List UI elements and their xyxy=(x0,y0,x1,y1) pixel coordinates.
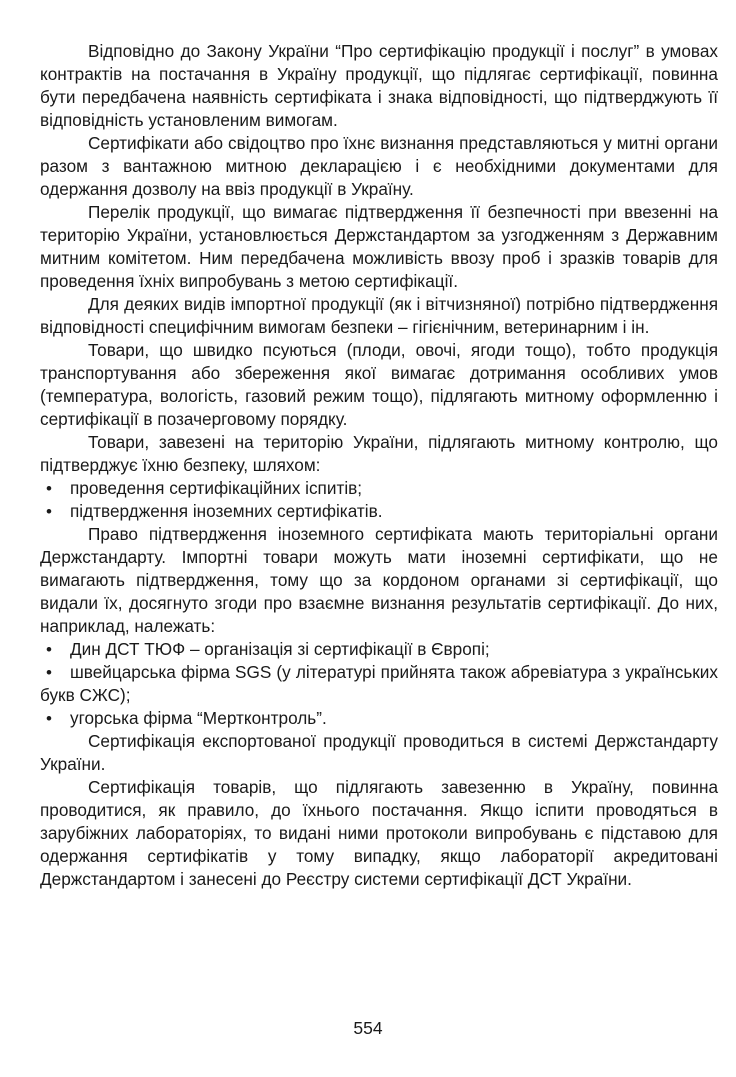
bullet-icon: • xyxy=(46,502,52,521)
list-item-text: підтвердження іноземних сертифікатів. xyxy=(70,501,383,521)
page-body xyxy=(40,40,718,891)
page-number: 554 xyxy=(353,1018,383,1038)
bullet-list xyxy=(40,638,718,730)
bullet-list xyxy=(40,477,718,523)
list-item xyxy=(40,661,718,707)
paragraph: Відповідно до Закону України “Про сертифікацію продукції і послуг” в умовах контрактів на постачання в Україну продукції, що підлягає сертифікації, повинна бути передбачена наявність сертифіката і знака відповідності, що підтверджують її відповідність установленим вимогам. xyxy=(40,41,718,130)
bullet-icon: • xyxy=(46,663,52,682)
list-item-text: проведення сертифікаційних іспитів; xyxy=(70,478,363,498)
list-item-text: Дин ДСТ ТЮФ – організація зі сертифікації в Європі; xyxy=(70,639,490,659)
paragraph: Сертифікація товарів, що підлягають завезенню в Україну, повинна проводитися, як правило, до їхнього постачання. Якщо іспити проводяться в зарубіжних лабораторіях, то видані ними протоколи випробувань є підставою для одержання сертифікатів у тому випадку, якщо лабораторії акредитовані Держстандартом і занесені до Реєстру системи сертифікації ДСТ України. xyxy=(40,777,718,889)
list-item-text: швейцарська фірма SGS (у літературі прийнята також абревіатура з українських букв СЖС); xyxy=(40,662,718,705)
bullet-icon: • xyxy=(46,709,52,728)
list-item xyxy=(40,500,718,523)
list-item xyxy=(40,707,718,730)
bullet-icon: • xyxy=(46,479,52,498)
paragraph: Сертифікати або свідоцтво про їхнє визнання представляються у митні органи разом з вантажною митною декларацією і є необхідними документами для одержання дозволу на ввіз продукції в Україну. xyxy=(40,133,718,199)
paragraph: Товари, що швидко псуються (плоди, овочі, ягоди тощо), тобто продукція транспортування або збереження якої вимагає дотримання особливих умов (температура, вологість, газовий режим тощо), підлягають митному оформленню і сертифікації в позачерговому порядку. xyxy=(40,340,718,429)
paragraph: Сертифікація експортованої продукції проводиться в системі Держстандарту України. xyxy=(40,731,718,774)
paragraph: Право підтвердження іноземного сертифіката мають територіальні органи Держстандарту. Імпортні товари можуть мати іноземні сертифікати, що не вимагають підтвердження, тому що за кордоном органами зі сертифікації, що видали їх, досягнуто згоди про взаємне визнання результатів сертифікації. До них, наприклад, належать: xyxy=(40,524,718,636)
paragraph: Товари, завезені на територію України, підлягають митному контролю, що підтверджує їхню безпеку, шляхом: xyxy=(40,432,718,475)
list-item-text: угорська фірма “Мертконтроль”. xyxy=(70,708,327,728)
list-item xyxy=(40,477,718,500)
paragraph: Для деяких видів імпортної продукції (як і вітчизняної) потрібно підтвердження відповідності специфічним вимогам безпеки – гігієнічним, ветеринарним і ін. xyxy=(40,294,718,337)
paragraph: Перелік продукції, що вимагає підтвердження її безпечності при ввезенні на територію України, установлюється Держстандартом за узгодженням з Державним митним комітетом. Ним передбачена можливість ввозу проб і зразків товарів для проведення їхніх випробувань з метою сертифікації. xyxy=(40,202,718,291)
bullet-icon: • xyxy=(46,640,52,659)
list-item xyxy=(40,638,718,661)
